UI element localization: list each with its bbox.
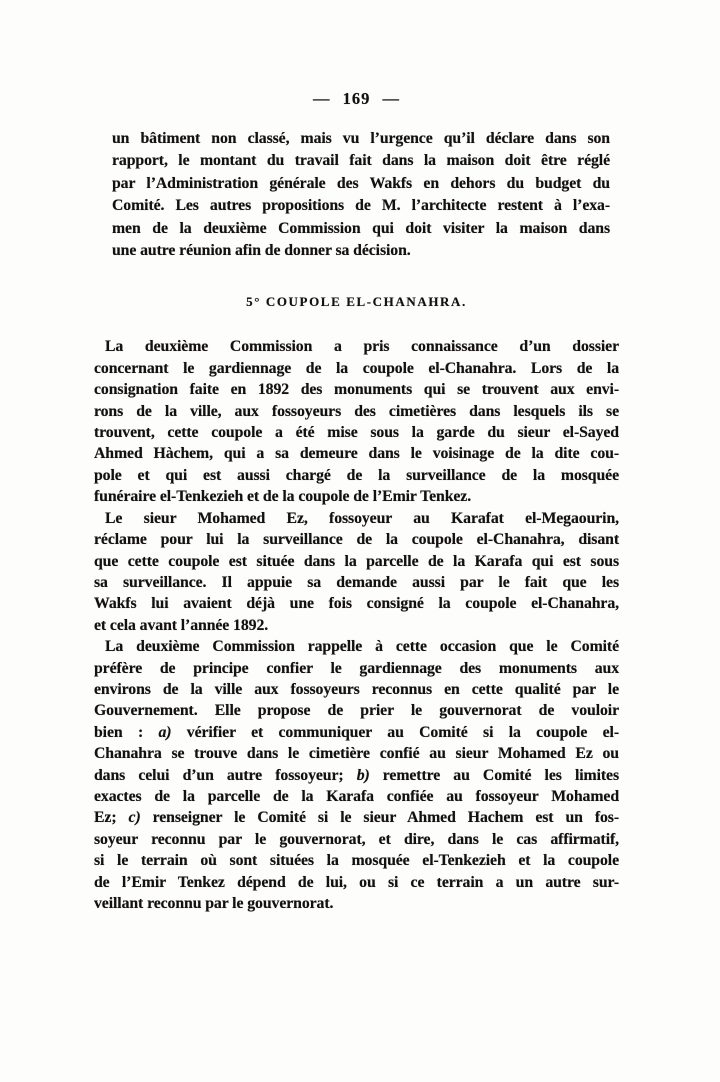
text-line: La deuxième Commission a pris connaissance d’un dossier (105, 338, 619, 356)
paragraph (94, 636, 619, 914)
text-line: préfère de principe confier le gardiennage des monuments aux (94, 659, 619, 677)
text-column (94, 128, 619, 914)
text-line: si le terrain où sont situées la mosquée el-Tenkezieh et la coupole (94, 852, 619, 870)
text-line: men de la deuxième Commission qui doit visiter la maison dans (112, 219, 610, 237)
text-line: funéraire el-Tenkezieh et de la coupole de l’Emir Tenkez. (94, 488, 472, 506)
paragraph (94, 508, 619, 636)
text-line: Gouvernement. Elle propose de prier le gouvernorat de vouloir (94, 702, 619, 720)
text-line: par l’Administration générale des Wakfs en dehors du budget du (112, 174, 610, 192)
text-line: Chanahra se trouve dans le cimetière confié au sieur Mohamed Ez ou (94, 745, 619, 763)
text-line: de l’Emir Tenkez dépend de lui, ou si ce terrain a un autre sur- (94, 873, 619, 891)
text-line: Ez; c) renseigner le Comité si le sieur Ahmed Hachem est un fos- (94, 809, 620, 827)
text-line: exactes de la parcelle de la Karafa confiée au fossoyeur Mohamed (94, 787, 619, 805)
text-line: environs de la ville aux fossoyeurs reconnus en cette qualité par le (94, 680, 619, 698)
text-line: pole et qui est aussi chargé de la surveillance de la mosquée (94, 466, 619, 484)
text-line: Le sieur Mohamed Ez, fossoyeur au Karafat el-Megaourin, (105, 509, 619, 527)
text-line: Wakfs lui avaient déjà une fois consigné la coupole el-Chanahra, (94, 595, 619, 613)
text-line: que cette coupole est située dans la parcelle de la Karafa qui est sous (94, 552, 619, 570)
text-line: consignation faite en 1892 des monuments qui se trouvent aux envi- (94, 381, 619, 399)
text-line: rons de la ville, aux fossoyeurs des cimetières dans lesquels ils se (94, 402, 619, 420)
page-number: — 169 — (313, 89, 400, 108)
text-line: sa surveillance. Il appuie sa demande aussi par le fait que les (94, 573, 619, 591)
text-line: Comité. Les autres propositions de M. l’architecte restent à l’exa- (112, 197, 610, 215)
text-line: trouvent, cette coupole a été mise sous la garde du sieur el-Sayed (94, 424, 619, 442)
text-line: veillant reconnu par le gouvernorat. (94, 895, 334, 912)
section-heading: 5° COUPOLE EL-CHANAHRA. (246, 294, 467, 310)
text-line: bien : a) vérifier et communiquer au Comité si la coupole el- (94, 723, 619, 741)
text-line: et cela avant l’année 1892. (94, 616, 269, 634)
paragraph (112, 128, 610, 262)
text-line: concernant le gardiennage de la coupole el-Chanahra. Lors de la (94, 359, 619, 377)
text-line: dans celui d’un autre fossoyeur; b) remettre au Comité les limites (94, 766, 619, 784)
text-line: rapport, le montant du travail fait dans la maison doit être réglé (112, 152, 610, 170)
text-line: Ahmed Hàchem, qui a sa demeure dans le voisinage de la dite cou- (94, 445, 619, 463)
text-line: un bâtiment non classé, mais vu l’urgence qu’il déclare dans son (112, 130, 610, 147)
text-line: soyeur reconnu par le gouvernorat, et dire, dans le cas affirmatif, (94, 830, 619, 848)
text-line: réclame pour lui la surveillance de la coupole el-Chanahra, disant (94, 531, 619, 549)
text-line: une autre réunion afin de donner sa décision. (112, 242, 411, 260)
text-line: La deuxième Commission rappelle à cette occasion que le Comité (105, 638, 619, 656)
paragraph (94, 336, 619, 507)
